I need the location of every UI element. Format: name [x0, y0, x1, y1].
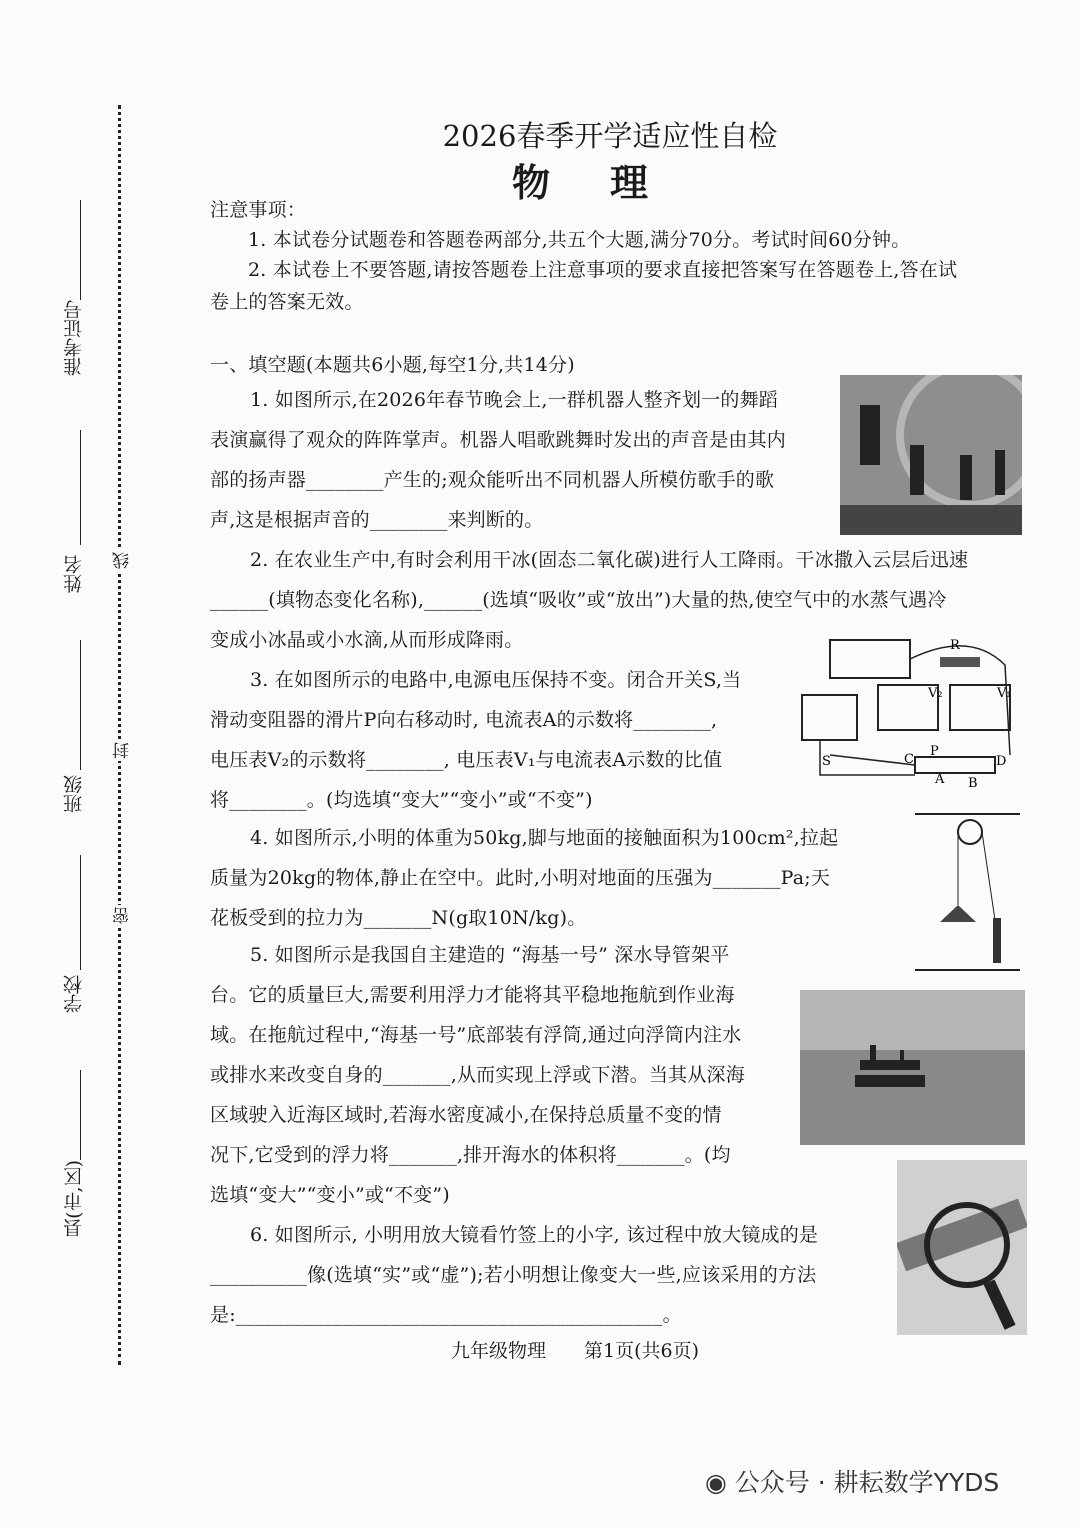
- question-2-line: ______(填物态变化名称),______(选填“吸收”或“放出”)大量的热,使空气中的水蒸气遇冷: [210, 589, 947, 611]
- margin-field-blank: [80, 1070, 81, 1160]
- question-4-line: 4. 如图所示,小明的体重为50kg,脚与地面的接触面积为100cm²,拉起: [250, 827, 839, 849]
- question-1-line: 声,这是根据声音的________来判断的。: [210, 509, 544, 531]
- subject-title: 物理: [511, 160, 708, 205]
- margin-field-blank: [80, 430, 81, 545]
- question-5-line: 或排水来改变自身的_______,从而实现上浮或下潜。当其从深海: [210, 1064, 745, 1086]
- question-5-line: 台。它的质量巨大,需要利用浮力才能将其平稳地拖航到作业海: [210, 984, 735, 1006]
- question-5-line: 选填“变大”“变小”或“不变”): [210, 1184, 450, 1206]
- question-3-line: 滑动变阻器的滑片P向右移动时, 电流表A的示数将________,: [210, 709, 718, 731]
- label-P: P: [930, 744, 939, 759]
- label-R: R: [950, 638, 960, 653]
- question-3-line: 电压表V₂的示数将________, 电压表V₁与电流表A示数的比值: [210, 749, 723, 771]
- notes-line: 2. 本试卷上不要答题,请按答题卷上注意事项的要求直接把答案写在答题卷上,答在试: [248, 259, 958, 281]
- exam-title: 2026春季开学适应性自检: [442, 119, 778, 153]
- question-1-line: 1. 如图所示,在2026年春节晚会上,一群机器人整齐划一的舞蹈: [250, 389, 779, 411]
- margin-field-label: 学校: [63, 975, 85, 1013]
- label-B: B: [968, 776, 978, 790]
- pulley-diagram: [915, 810, 1020, 975]
- question-5-line: 况下,它受到的浮力将_______,排开海水的体积将_______。(均: [210, 1144, 731, 1166]
- notes-line: 卷上的答案无效。: [210, 291, 364, 313]
- margin-field-blank: [80, 200, 81, 300]
- margin-field-blank: [80, 640, 81, 770]
- question-3-line: 3. 在如图所示的电路中,电源电压保持不变。闭合开关S,当: [250, 669, 742, 691]
- question-5-line: 5. 如图所示是我国自主建造的 “海基一号” 深水导管架平: [250, 944, 730, 966]
- label-D: D: [996, 754, 1007, 769]
- question-1-line: 部的扬声器________产生的;观众能听出不同机器人所模仿歌手的歌: [210, 469, 775, 491]
- margin-field-label: 班级: [63, 775, 85, 813]
- magnifier-photo: [897, 1160, 1027, 1335]
- question-5-line: 区域驶入近海区域时,若海水密度减小,在保持总质量不变的情: [210, 1104, 722, 1126]
- watermark-text: 公众号 · 耕耘数学YYDS: [734, 1468, 1000, 1497]
- label-C: C: [904, 752, 914, 767]
- label-A: A: [935, 772, 945, 787]
- question-4-line: 质量为20kg的物体,静止在空中。此时,小明对地面的压强为_______Pa;天: [210, 867, 831, 889]
- section-title: 一、填空题(本题共6小题,每空1分,共14分): [210, 354, 575, 376]
- binding-dotted-line: [118, 105, 121, 1365]
- question-3-line: 将________。(均选填“变大”“变小”或“不变”): [210, 789, 593, 811]
- notes-line: 1. 本试卷分试题卷和答题卷两部分,共五个大题,满分70分。考试时间60分钟。: [248, 229, 911, 251]
- margin-field-label: 准考证号: [63, 300, 85, 376]
- margin-field-blank: [80, 855, 81, 970]
- seal-word: 密: [110, 905, 135, 926]
- question-4-line: 花板受到的拉力为_______N(g取10N/kg)。: [210, 907, 587, 929]
- margin-field-label: 姓名: [63, 555, 85, 593]
- offshore-platform-photo: [800, 990, 1025, 1145]
- seal-word: 封: [110, 740, 135, 761]
- question-1-line: 表演赢得了观众的阵阵掌声。机器人唱歌跳舞时发出的声音是由其内: [210, 429, 787, 451]
- label-V2: V₂: [928, 686, 943, 701]
- watermark: [705, 1463, 999, 1499]
- question-2-line: 2. 在农业生产中,有时会利用干冰(固态二氧化碳)进行人工降雨。干冰撒入云层后迅速: [250, 549, 969, 571]
- label-V1: V₁: [997, 686, 1012, 701]
- seal-word: 线: [110, 550, 135, 571]
- circuit-diagram: [800, 635, 1020, 790]
- question-5-line: 域。在拖航过程中,“海基一号”底部装有浮筒,通过向浮筒内注水: [210, 1024, 742, 1046]
- margin-field-label: 县(市,区): [63, 1160, 85, 1238]
- wechat-icon: ◉: [705, 1468, 727, 1497]
- question-2-line: 变成小冰晶或小水滴,从而形成降雨。: [210, 629, 524, 651]
- question-6-line: 6. 如图所示, 小明用放大镜看竹签上的小字, 该过程中放大镜成的是: [250, 1224, 819, 1246]
- label-S: S: [822, 754, 831, 769]
- page-footer: 九年级物理 第1页(共6页): [450, 1340, 699, 1362]
- question-6-line: 是:____________________________________________。: [210, 1304, 682, 1326]
- question-6-line: __________像(选填“实”或“虚”);若小明想让像变大一些,应该采用的方法: [210, 1264, 817, 1286]
- robot-dance-photo: [840, 375, 1022, 535]
- notes-heading: 注意事项：: [210, 199, 307, 221]
